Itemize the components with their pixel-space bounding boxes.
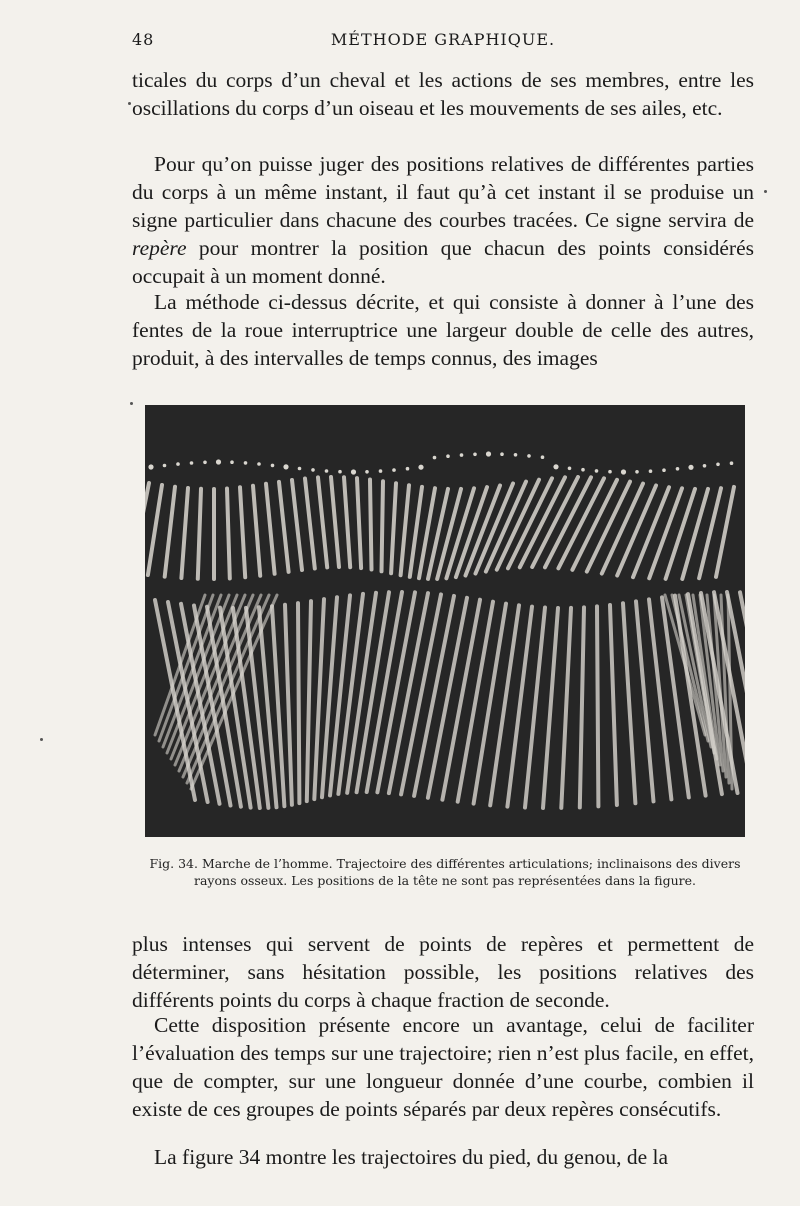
shin-segment-line [298,603,299,803]
thigh-segment-line [331,477,339,567]
thigh-segment-line [344,477,350,567]
head-trajectory-dot [662,468,666,472]
head-trajectory-dot [298,467,302,471]
head-trajectory-dot [257,462,261,466]
head-trajectory-dot [365,470,369,474]
head-trajectory-dot [541,455,545,459]
page-number: 48 [132,30,155,49]
head-trajectory-dot [271,464,275,468]
head-trajectory-dot [351,469,356,474]
head-trajectory-dot [460,453,464,457]
emphasis-repere: repère [132,236,187,260]
head-trajectory-dot [688,465,693,470]
thigh-segment-line [198,489,201,579]
margin-speck [764,190,767,193]
head-trajectory-dot [635,470,639,474]
paragraph-1: ticales du corps d’un cheval et les actions de ses membres, entre les oscillations du corps d’un oiseau et les mouvements de ses ailes, etc. [132,68,754,120]
head-trajectory-dot [553,464,558,469]
head-trajectory-dot [676,467,680,471]
shin-segment-line [561,608,571,808]
thigh-segment-line [497,480,539,570]
head-trajectory-dot [379,469,383,473]
paragraph-3: La méthode ci-dessus décrite, et qui consiste à donner à l’une des fentes de la roue interruptrice une largeur double de celle des autres, produit, à des intervalles de temps connus, des images [132,290,754,370]
thigh-segment-line [181,488,188,578]
head-trajectory-dot [649,469,653,473]
margin-speck [130,402,133,405]
thigh-segment-line [532,477,578,567]
head-trajectory-dot [325,469,329,473]
head-trajectory-dot [595,469,599,473]
head-trajectory-dot [216,459,221,464]
head-trajectory-dot [244,461,248,465]
head-trajectory-dot [703,464,707,468]
thigh-segment-line [253,486,260,576]
paragraph-2-start: Pour qu’on puisse juger des positions relatives de différentes parties du corps à un même instant, il faut qu’à cet instant il se produise un signe particulier dans chacune des courbes tracées. Ce signe servira de [132,152,754,232]
thigh-segment-line [545,477,591,567]
shin-segment-line [307,601,311,801]
thigh-segment-line [266,484,275,574]
head-trajectory-dot [418,465,423,470]
shin-segment-line [597,606,598,806]
head-trajectory-dot [500,452,504,456]
head-trajectory-dot [163,464,167,468]
head-trajectory-dot [446,454,450,458]
thigh-segment-line [148,485,162,575]
head-trajectory-dot [527,454,531,458]
thigh-segment-line [382,481,384,571]
thigh-segment-line [649,488,682,578]
head-trajectory-dot [473,453,477,457]
head-trajectory-dot [486,451,491,456]
head-trajectory-dot [514,453,518,457]
head-trajectory-dot [283,464,288,469]
walking-trajectory-image [145,405,745,837]
shin-segment-line [285,605,292,805]
thigh-segment-line [520,477,565,567]
margin-speck [128,102,131,105]
thigh-segment-line [227,489,230,579]
paragraph-5: Cette disposition présente encore un avantage, celui de faciliter l’évaluation des temps sur une trajectoire; rien n’est plus facile, en effet, que de compter, sur une longueur donnée d’une courbe, combien il existe de ces groupes de points séparés par deux repères consécutifs. [132,1013,754,1121]
shin-segment-line [543,608,558,808]
thigh-segment-line [666,489,695,579]
head-trajectory-dot [608,470,612,474]
shin-segment-line [623,603,635,803]
head-trajectory-dot [203,461,207,465]
head-trajectory-dot [406,467,410,471]
head-trajectory-dot [621,469,626,474]
shin-segment-line [490,605,519,805]
thigh-segment-line [391,483,396,573]
thigh-segment-line [165,487,175,577]
thigh-segment-line [370,480,372,570]
head-trajectory-dot [392,468,396,472]
head-trajectory-dot [311,468,315,472]
head-trajectory-dot [716,463,720,467]
head-trajectory-dot [433,456,437,460]
thigh-segment-line [279,482,289,572]
thigh-segment-line [508,478,552,568]
head-trajectory-dot [176,462,180,466]
chronophotograph-figure [145,405,745,837]
head-trajectory-dot [338,470,342,474]
paragraph-2-end: pour montrer la position que chacun des points considérés occupait à un moment donné. [132,236,754,288]
head-trajectory-dot [581,468,585,472]
margin-speck [40,738,43,741]
head-trajectory-dot [148,464,153,469]
shin-segment-line [740,592,745,792]
head-trajectory-dot [730,461,734,465]
head-trajectory-dot [230,460,234,464]
shin-segment-line [610,605,617,805]
thigh-segment-line [292,480,302,570]
head-trajectory-dot [568,467,572,471]
figure-caption: Fig. 34. Marche de l’homme. Trajectoire des différentes articulations; inclinaisons des divers rayons osseux. Les positions de la tête ne sont pas représentées dans la figure. [149,856,741,888]
page-header [132,30,754,54]
thigh-segment-line [240,487,245,577]
running-title: MÉTHODE GRAPHIQUE. [330,30,556,49]
paragraph-2 [132,150,754,290]
thigh-segment-line [357,478,361,568]
paragraph-6: La figure 34 montre les trajectoires du pied, du genou, de la [154,1145,669,1169]
thigh-segment-line [401,485,409,575]
thigh-segment-line [305,479,315,569]
thigh-segment-line [486,482,526,572]
shin-segment-line [474,604,506,804]
shin-segment-line [580,607,584,807]
paragraph-4: plus intenses qui servent de points de repères et permettent de déterminer, sans hésitation possible, les positions relatives des différents points du corps à chaque fraction de seconde. [132,932,754,1012]
head-trajectory-dot [190,461,194,465]
thigh-segment-line [318,477,327,567]
